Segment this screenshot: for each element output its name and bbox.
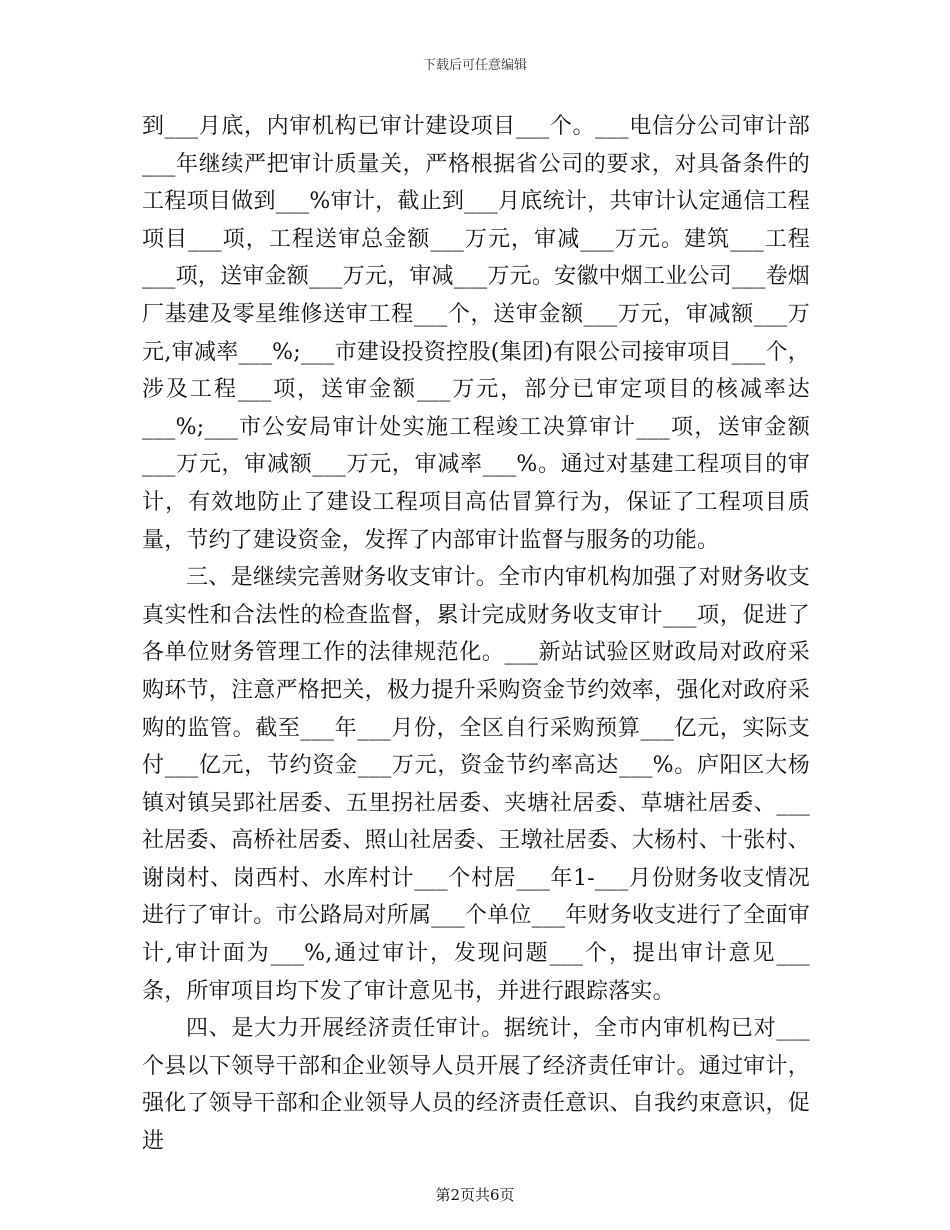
paragraph-financial-audit: 三、是继续完善财务收支审计。全市内审机构加强了对财务收支真实性和合法性的检查监督，累计完成财务收支审计___项，促进了各单位财务管理工作的法律规范化。___新站试验区财政局对政府采购环节，注意严格把关，极力提升采购资金节约效率，强化对政府采购的监管。截至___年___月份，全区自行采购预算___亿元，实际支付___亿元，节约资金___万元，资金节约率高达___%。庐阳区大杨镇对镇吴郢社居委、五里拐社居委、夹塘社居委、草塘社居委、___社居委、高桥社居委、照山社居委、王墩社居委、大杨村、十张村、谢岗村、岗西村、水库村计___个村居___年1-___月份财务收支情况进行了审计。市公路局对所属___个单位___年财务收支进行了全面审计,审计面为___%,通过审计，发现问题___个，提出审计意见___条，所审项目均下发了审计意见书，并进行跟踪落实。 [142,565,810,1004]
document-body [142,108,810,1161]
page-number: 第2页共6页 [435,1186,515,1204]
paragraph-economic-responsibility-audit: 四、是大力开展经济责任审计。据统计，全市内审机构已对___个县以下领导干部和企业领导人员开展了经济责任审计。通过审计，强化了领导干部和企业领导人员的经济责任意识、自我约束意识，促进 [142,1016,810,1155]
paragraph-continuation: 到___月底，内审机构已审计建设项目___个。___电信分公司审计部___年继续严把审计质量关，严格根据省公司的要求，对具备条件的工程项目做到___%审计，截止到___月底统计，共审计认定通信工程项目___项，工程送审总金额___万元，审减___万元。建筑___工程___项，送审金额___万元，审减___万元。安徽中烟工业公司___卷烟厂基建及零星维修送审工程___个，送审金额___万元，审减额___万元,审减率___%;___市建设投资控股(集团)有限公司接审项目___个，涉及工程___项，送审金额___万元，部分已审定项目的核减率达___%;___市公安局审计处实施工程竣工决算审计___项，送审金额___万元，审减额___万元，审减率___%。通过对基建工程项目的审计，有效地防止了建设工程项目高估冒算行为，保证了工程项目质量，节约了建设资金，发挥了内部审计监督与服务的功能。 [142,114,810,553]
page-header: 下载后可任意编辑 [422,58,527,73]
